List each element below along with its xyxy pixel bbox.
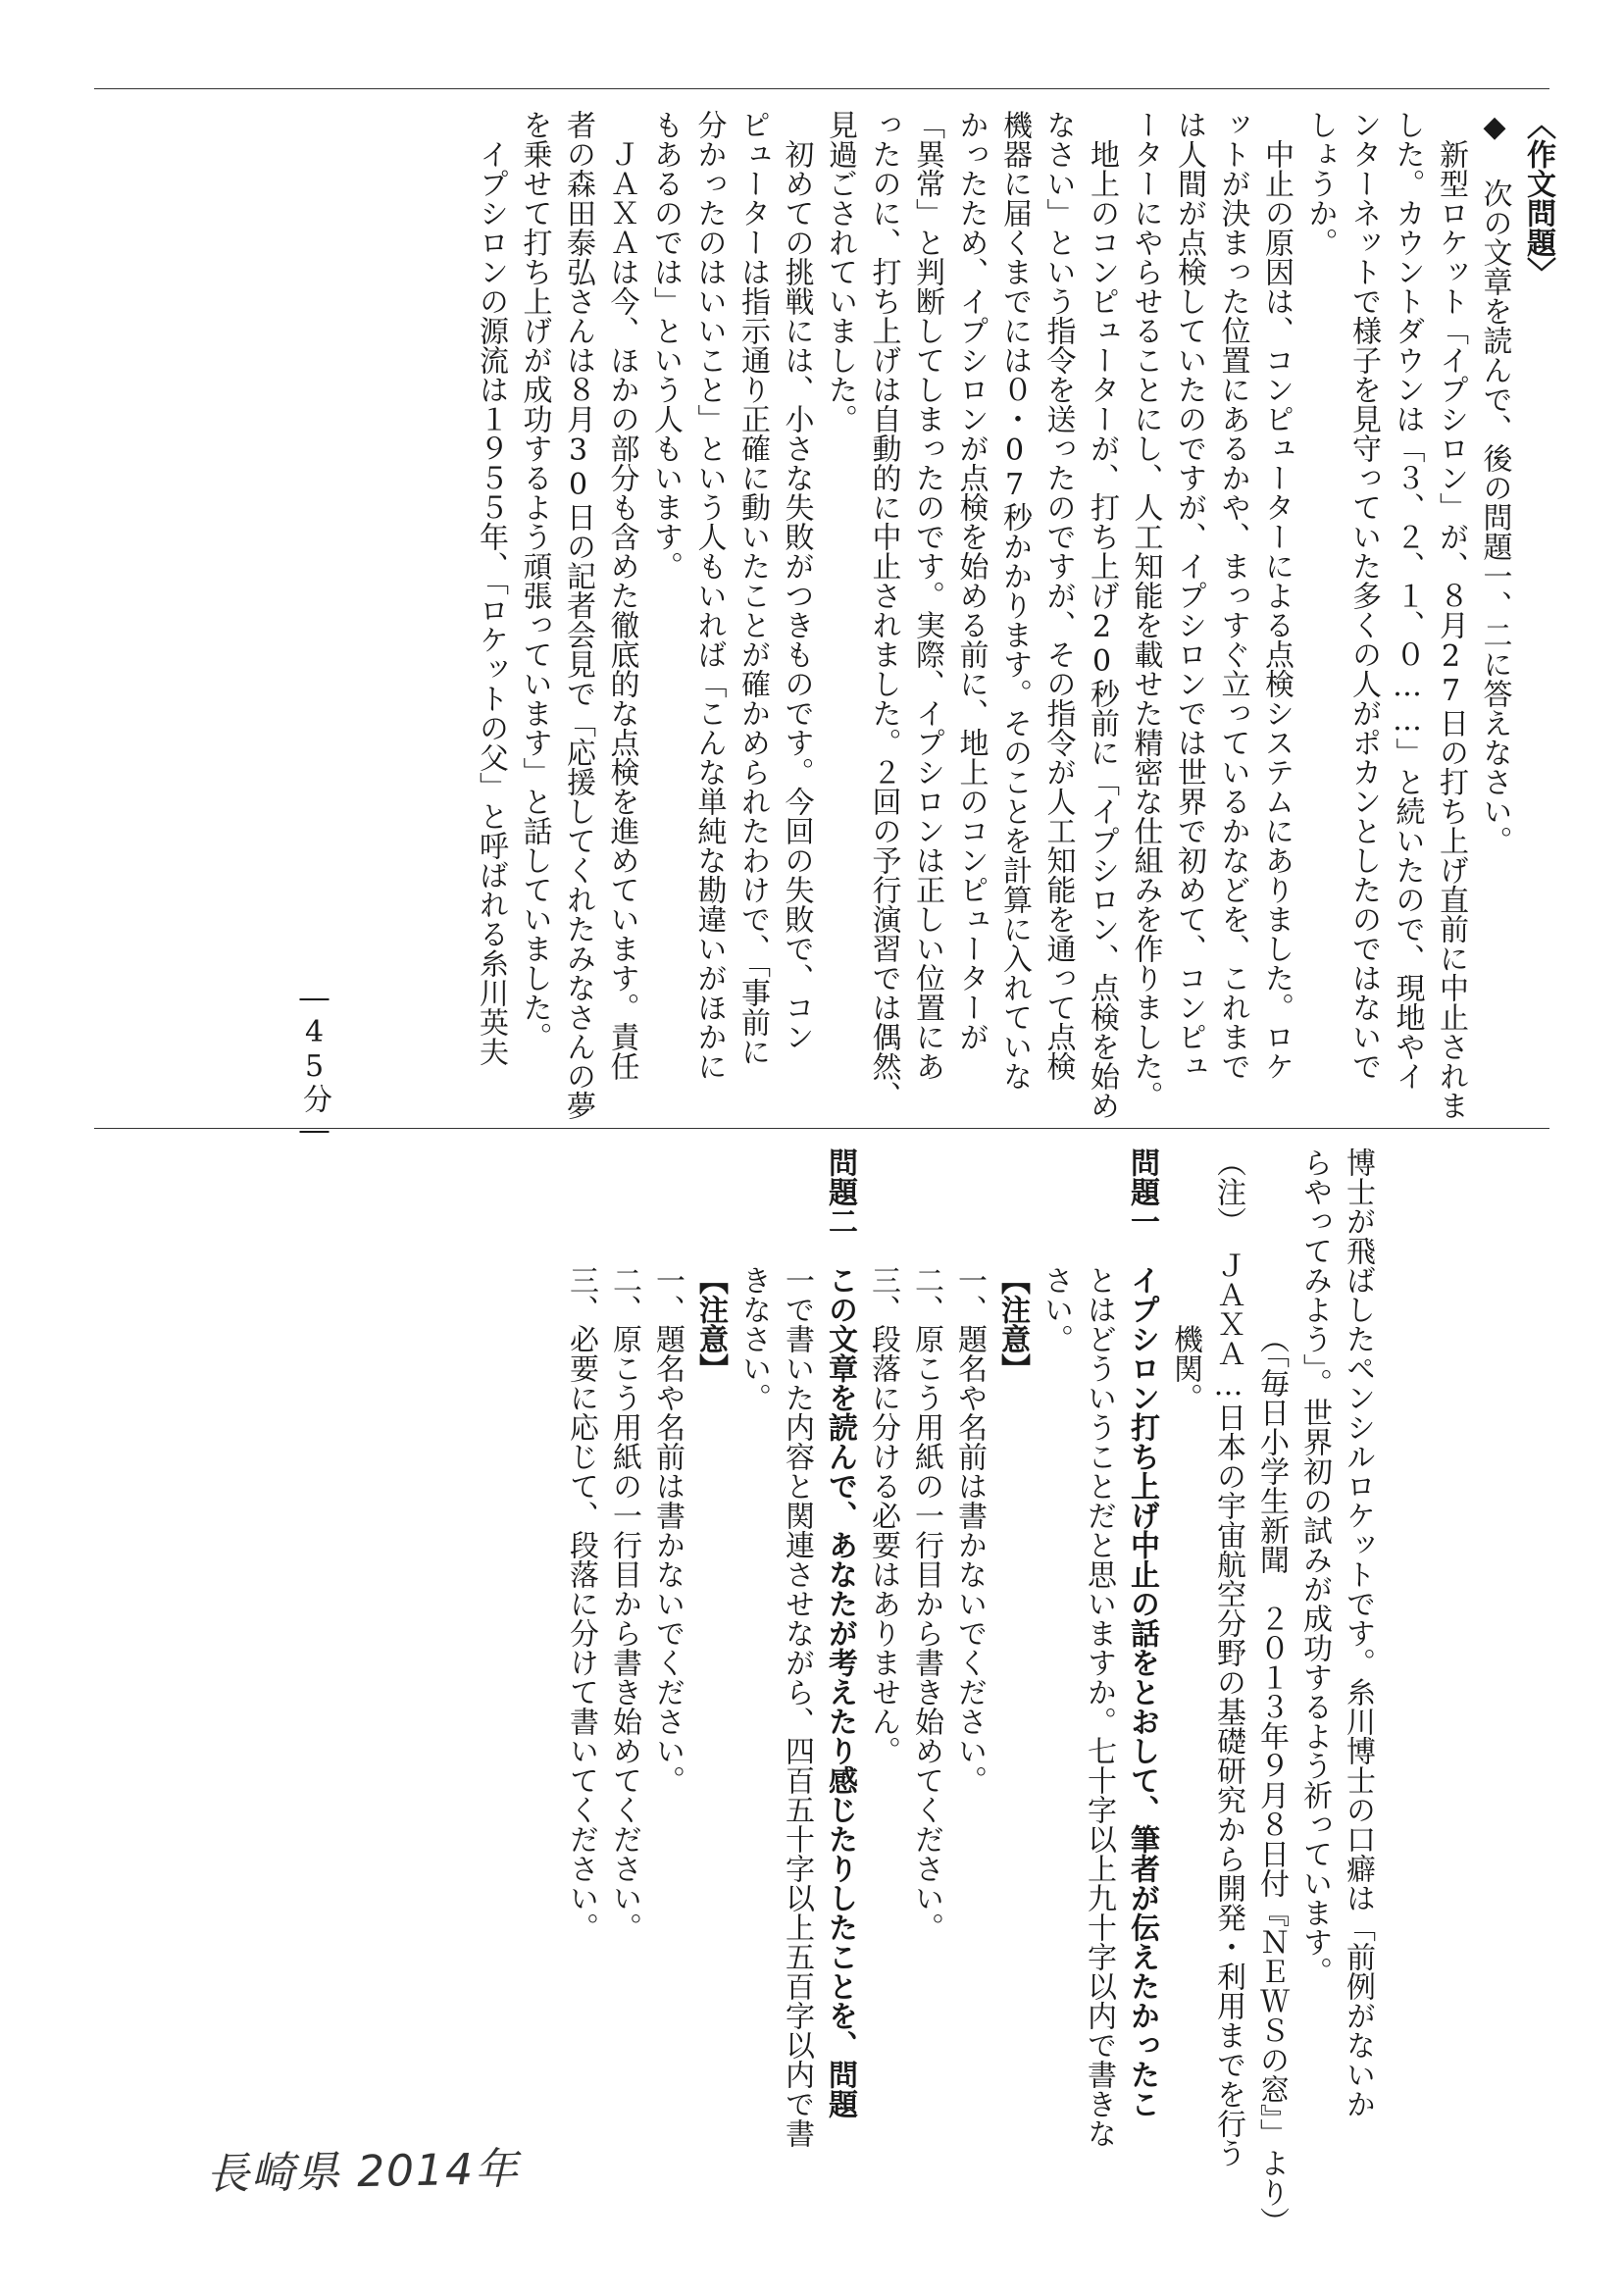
upper-text-column: 「異常」と判断してしまったのです。実際、イプシロンは正しい位置にあ xyxy=(910,110,944,1081)
upper-text-column: を乗せて打ち上げが成功するよう頑張っています」と話していました。 xyxy=(517,110,552,1051)
upper-text-column: 〈作文問題〉 xyxy=(1521,110,1555,286)
lower-text-column: 【注意】 xyxy=(995,1265,1030,1383)
lower-text-column: 三、段落に分ける必要はありません。 xyxy=(866,1265,900,1765)
upper-text-column: ットが決まった位置にあるかや、まっすぐ立っているかなどを、これまで xyxy=(1215,110,1250,1081)
upper-text-column: ーターにやらせることにし、人工知能を載せた精密な仕組みを作りました。 xyxy=(1128,110,1163,1110)
upper-text-column: ンターネットで様子を見守っていた多くの人がポカンとしたのではないで xyxy=(1346,110,1381,1081)
lower-text-column: 【注意】 xyxy=(693,1265,728,1383)
upper-text-column: ピューターは指示通り正確に動いたことが確かめられたわけで、「事前に xyxy=(736,110,770,1066)
lower-text-column: 一、題名や名前は書かないでください。 xyxy=(952,1265,987,1795)
upper-text-column: 新型ロケット「イプシロン」が、８月27日の打ち上げ直前に中止されま xyxy=(1434,139,1468,1120)
lower-text-column: （「毎日小学生新聞 ２０１３年９月８日付『ＮＥＷＳの窓』」より） xyxy=(1254,1324,1289,2236)
upper-text-column: しょうか。 xyxy=(1302,110,1338,257)
lower-text-column: 三、必要に応じて、段落に分けて書いてください。 xyxy=(564,1265,598,1942)
top-rule xyxy=(94,88,1549,89)
lower-text-column: （注） ＪＡＸＡ…日本の宇宙航空分野の基礎研究から開発・利用までを行う xyxy=(1211,1147,1245,2167)
lower-text-column: 博士が飛ばしたペンシルロケットです。糸川博士の口癖は「前例がないか xyxy=(1341,1147,1375,2118)
lower-text-column: とはどういうことだと思いますか。七十字以上九十字以内で書きな xyxy=(1082,1265,1116,2148)
upper-text-column: イプシロンの源流は１９５５年、「ロケットの父」と呼ばれる糸川英夫 xyxy=(474,139,508,1066)
lower-text-column: らやってみよう」。世界初の試みが成功するよう祈っています。 xyxy=(1297,1147,1332,1986)
upper-text-column: 見過ごされていました。 xyxy=(823,110,857,433)
upper-text-column: もあるのでは」という人もいます。 xyxy=(648,110,683,581)
lower-text-column: 二、原こう用紙の一行目から書き始めてください。 xyxy=(909,1265,943,1942)
lower-text-column: 二、原こう用紙の一行目から書き始めてください。 xyxy=(607,1265,641,1942)
upper-text-column: した。カウントダウンは「３、２、１、０……」と続いたので、現地やイ xyxy=(1390,110,1425,1091)
upper-text-column: 機器に届くまでには０・07秒かかります。そのことを計算に入れていな xyxy=(997,110,1032,1091)
upper-text-column: かったため、イプシロンが点検を始める前に、地上のコンピューターが xyxy=(953,110,989,1051)
upper-text-column: は人間が点検していたのですが、イプシロンでは世界で初めて、コンピュ xyxy=(1172,110,1206,1081)
lower-text-column: きなさい。 xyxy=(736,1265,771,1412)
lower-text-column: 一で書いた内容と関連させながら、四百五十字以上五百字以内で書 xyxy=(780,1265,814,2148)
upper-text-column: 中止の原因は、コンピューターによる点検システムにありました。ロケ xyxy=(1259,139,1294,1081)
lower-text-column: さい。 xyxy=(1039,1265,1073,1353)
upper-text-column: 者の森田泰弘さんは８月30日の記者会見で「応援してくれたみなさんの夢 xyxy=(561,110,595,1120)
handwritten-note: 長崎県 2014年 xyxy=(205,2144,521,2200)
upper-text-column: ＪＡＸＡは今、ほかの部分も含めた徹底的な点検を進めています。責任 xyxy=(604,139,639,1081)
upper-text-column: 初めての挑戦には、小さな失敗がつきものです。今回の失敗で、コン xyxy=(779,139,814,1051)
upper-text-column: 地上のコンピューターが、打ち上げ20秒前に「イプシロン、点検を始め xyxy=(1085,139,1119,1120)
lower-text-column: 機関。 xyxy=(1168,1324,1202,1412)
lower-text-column: 問題二 この文章を読んで、あなたが考えたり感じたりしたことを、問題 xyxy=(823,1147,857,2118)
upper-text-column: 分かったのはいいこと」という人もいれば「こんな単純な勘違いがほかに xyxy=(691,110,727,1081)
time-limit: ―45分― xyxy=(297,981,331,1147)
upper-text-block xyxy=(333,110,1559,1120)
upper-text-column: なさい」という指令を送ったのですが、その指令が人工知能を通って点検 xyxy=(1040,110,1076,1081)
upper-text-column: ◆ 次の文章を読んで、後の問題一、二に答えなさい。 xyxy=(1477,110,1512,855)
lower-text-column: 一、題名や名前は書かないでください。 xyxy=(650,1265,685,1795)
lower-text-column: 問題一 イプシロン打ち上げ中止の話をとおして、筆者が伝えたかったこ xyxy=(1125,1147,1159,2118)
upper-text-column: ったのに、打ち上げは自動的に中止されました。２回の予行演習では偶然、 xyxy=(866,110,901,1110)
